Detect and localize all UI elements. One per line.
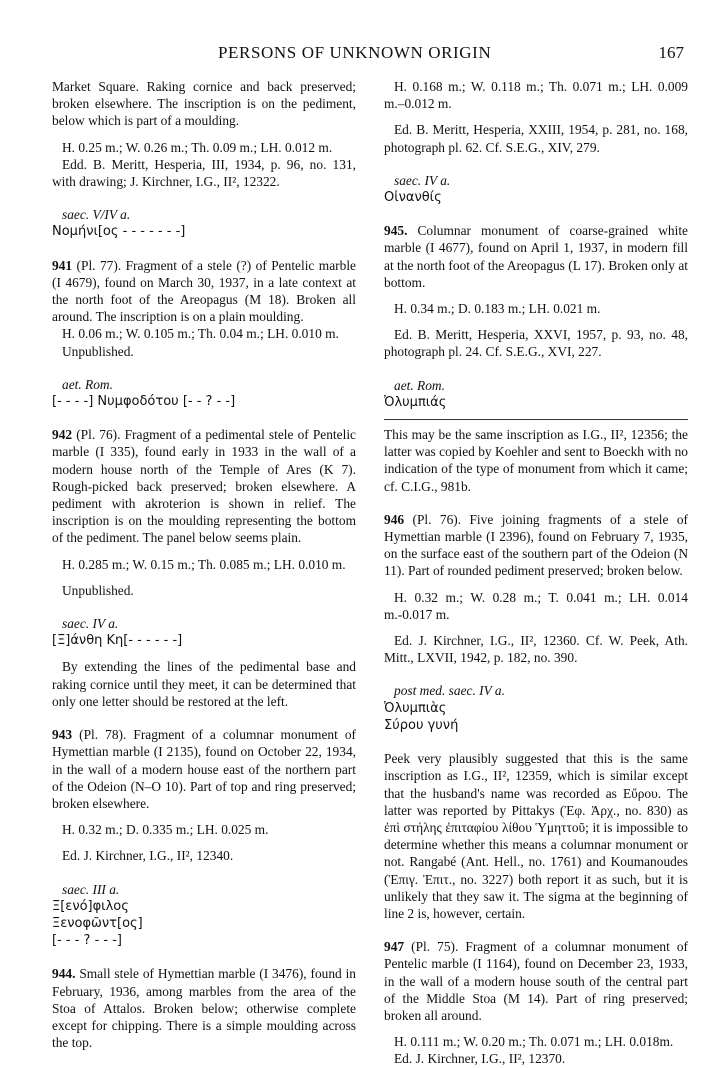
entry-943-date: saec. III a. — [62, 881, 120, 897]
entry-945-description: 945. Columnar monument of coarse-grained white marble (I 4677), found on April 1, 1937, in modern fill at the north foot of the Areopagus (L 17). Broken only at bottom. — [384, 223, 689, 290]
entry-945-inscription: Ὀλυμπιάς — [384, 394, 447, 410]
entry-944-inscription: Οἰνανθίς — [384, 190, 442, 206]
entry-947-number: 947 — [384, 939, 405, 955]
entry-945-number: 945. — [384, 223, 408, 239]
entry-947-measurements: H. 0.111 m.; W. 0.20 m.; Th. 0.071 m.; LH. 0.018m. — [394, 1034, 674, 1050]
entry-943-inscription-line-1: Ξ[ενό]φιλος — [52, 898, 129, 914]
entry-946-inscription-line-1: Ὀλυμπιὰς — [384, 700, 447, 716]
entry-944-number: 944. — [52, 966, 76, 982]
entry-947-description: 947 (Pl. 75). Fragment of a columnar monument of Pentelic marble (I 1164), found on December 23, 1933, in the wall of a modern house south of the central part of the Middle Stoa (M 14). Part of ring preserved; broken all around. — [384, 939, 688, 1023]
entry-946-date: post med. saec. IV a. — [394, 683, 505, 699]
entry-945-date: aet. Rom. — [394, 377, 445, 393]
entry-945-edition: Ed. B. Meritt, Hesperia, XXVI, 1957, p. 93, no. 48, photograph pl. 24. Cf. S.E.G., XVI, 227. — [384, 327, 688, 360]
entry-942-date: saec. IV a. — [62, 616, 119, 632]
right-column — [384, 78, 688, 1068]
entry-942-measurements: H. 0.285 m.; W. 0.15 m.; Th. 0.085 m.; LH. 0.010 m. — [62, 556, 346, 572]
entry-940-measurements: H. 0.25 m.; W. 0.26 m.; Th. 0.09 m.; LH. 0.012 m. — [62, 139, 333, 155]
entry-942-description: 942 (Pl. 76). Fragment of a pedimental stele of Pentelic marble (I 335), found early in 1933 in the wall of a modern house north of the Temple of Ares (K 7). Rough-picked back preserved; broken elsewhere. A pediment with akroterion is shown in relief. The inscription is on the moulding representing the bottom of the pediment. The panel below seems plain. — [52, 427, 356, 546]
entry-941-inscription: [- - - -] Νυμφοδότου [- - ? - -] — [52, 394, 236, 410]
entry-946-edition: Ed. J. Kirchner, I.G., II², 12360. Cf. W. Peek, Ath. Mitt., LXVII, 1942, p. 182, no. 390. — [384, 633, 688, 666]
entry-943-inscription-line-3: [- - - ? - - -] — [52, 933, 122, 949]
entry-940-description: Market Square. Raking cornice and back preserved; broken elsewhere. The inscription is on the pediment, below which is part of a moulding. — [52, 79, 356, 129]
entry-940-edition: Edd. B. Meritt, Hesperia, III, 1934, p. 96, no. 131, with drawing; J. Kirchner, I.G., II², 12322. — [52, 156, 356, 190]
entry-946-inscription-line-2: Σύρου γυνή — [384, 717, 459, 733]
entry-940-date: saec. V/IV a. — [62, 207, 131, 223]
entry-944-measurements: H. 0.168 m.; W. 0.118 m.; Th. 0.071 m.; LH. 0.009 m.–0.012 m. — [384, 79, 688, 112]
entry-943-description: 943 (Pl. 78). Fragment of a columnar monument of Hymettian marble (I 2135), found on October 22, 1934, in the wall of a modern house east of the northern part of the Odeion (N–O 10). Part of top and ring preserved; broken elsewhere. — [52, 727, 356, 811]
entry-946-number: 946 — [384, 511, 405, 527]
entry-945-commentary: This may be the same inscription as I.G., II², 12356; the latter was copied by Koehler and sent to Boeckh with no indication of the type of monument from which it came; cf. C.I.G., 981b. — [384, 427, 688, 494]
entry-942-commentary: By extending the lines of the pedimental base and raking cornice until they meet, it can be determined that only one letter should be restored at the left. — [52, 659, 356, 709]
entry-943-inscription-line-2: Ξενοφῶντ[ος] — [52, 915, 143, 931]
entry-942-inscription: [Ξ]άνθη Κη[- - - - - -] — [52, 633, 183, 649]
entry-947-edition: Ed. J. Kirchner, I.G., II², 12370. — [394, 1051, 566, 1067]
entry-946-measurements: H. 0.32 m.; W. 0.28 m.; T. 0.041 m.; LH. 0.014 m.-0.017 m. — [384, 589, 688, 622]
entry-944-description: 944. Small stele of Hymettian marble (I 3476), found in February, 1936, among marbles from the area of the Stoa of Attalos. Broken below; otherwise complete except for chipping. There is a simple moulding across the top. — [52, 966, 356, 1051]
entry-941-description: 941 (Pl. 77). Fragment of a stele (?) of Pentelic marble (I 4679), found on March 30, 1937, in a late context at the north foot of the Areopagus (M 18). Broken all around. The inscription is on a plain moulding. — [52, 257, 356, 325]
entry-941-edition: Unpublished. — [62, 343, 134, 359]
entry-943-measurements: H. 0.32 m.; D. 0.335 m.; LH. 0.025 m. — [62, 822, 269, 838]
entry-946-description: 946 (Pl. 76). Five joining fragments of a stele of Hymettian marble (I 2396), found on February 7, 1935, on the surface east of the southern part of the Odeion (N 11). Part of rounded pediment preserved; broken below. — [384, 511, 688, 579]
entry-940-inscription: Νομήνι[ος - - - - - - -] — [52, 224, 186, 240]
entry-941-measurements: H. 0.06 m.; W. 0.105 m.; Th. 0.04 m.; LH. 0.010 m. — [62, 326, 339, 342]
entry-941-date: aet. Rom. — [62, 376, 113, 392]
running-title: PERSONS OF UNKNOWN ORIGIN — [218, 43, 492, 62]
left-column — [52, 78, 356, 1051]
entry-946-commentary: Peek very plausibly suggested that this is the same inscription as I.G., II², 12359, which is similar except that the husband's name was recorded as Εὔρου. The latter was reported by Pittakys (Ἐφ. Ἀρχ., no. 830) as ἐπὶ στήλης ἐπιταφίου λίθου Ὑμηττοῦ; it is impossible to determine whether this means a columnar monument or not. Rangabé (Ant. Hell., no. 1761) and Koumanoudes (Ἐπιγ. Ἐπιτ., no. 3227) both report it as such, but it is unlikely that they saw it. The sigma at the beginning of line 2 is, however, certain. — [384, 751, 688, 921]
entry-944-date: saec. IV a. — [394, 172, 451, 188]
entry-944-edition: Ed. B. Meritt, Hesperia, XXIII, 1954, p. 281, no. 168, photograph pl. 62. Cf. S.E.G., XIV, 279. — [384, 122, 688, 155]
entry-942-edition: Unpublished. — [62, 582, 134, 598]
entry-943-number: 943 — [52, 727, 73, 743]
section-divider — [384, 419, 688, 420]
running-header — [52, 44, 684, 68]
entry-943-edition: Ed. J. Kirchner, I.G., II², 12340. — [62, 848, 234, 864]
entry-942-number: 942 — [52, 427, 73, 443]
page-number: 167 — [658, 43, 684, 62]
entry-945-measurements: H. 0.34 m.; D. 0.183 m.; LH. 0.021 m. — [394, 301, 601, 317]
entry-941-number: 941 — [52, 257, 73, 273]
